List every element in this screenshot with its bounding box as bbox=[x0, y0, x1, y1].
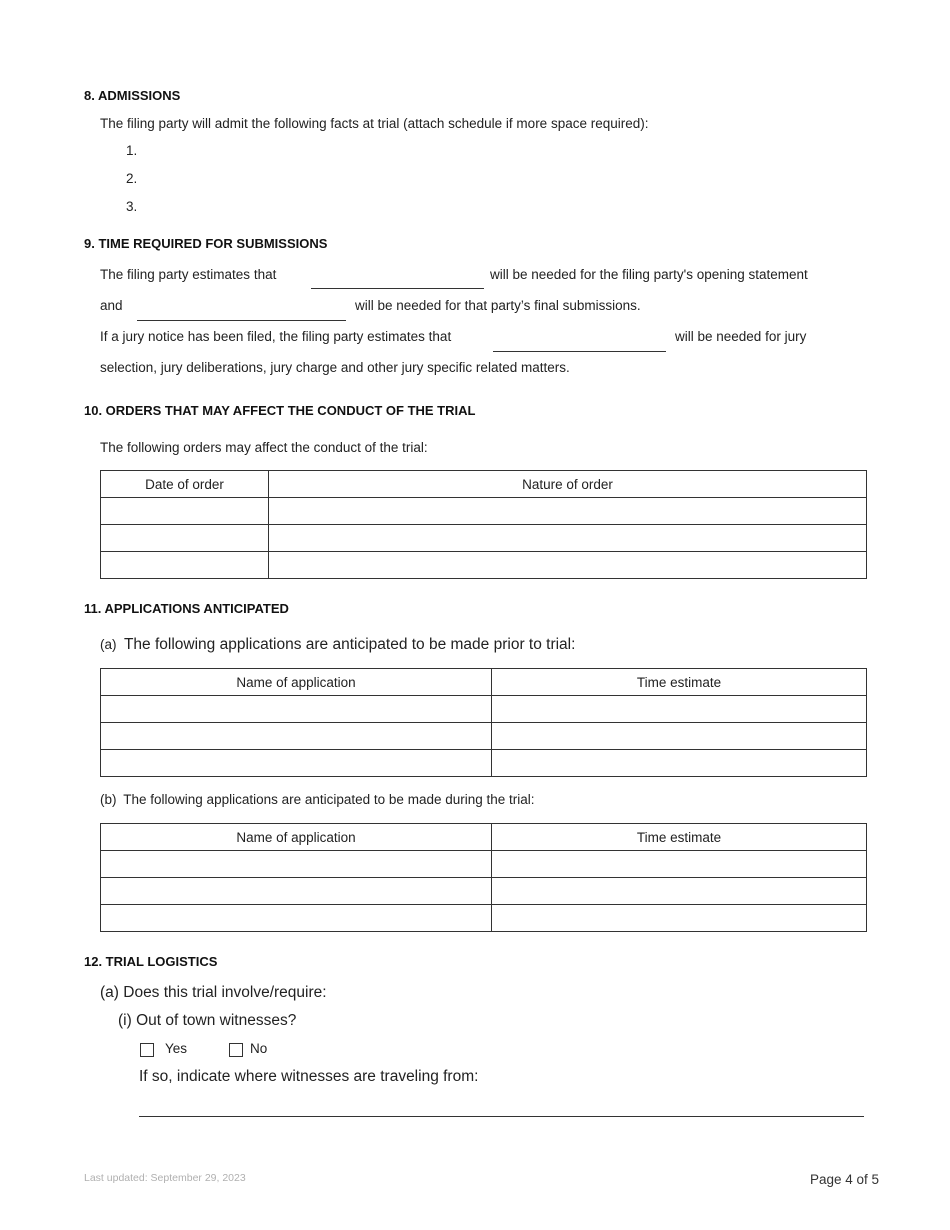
table-cell[interactable] bbox=[492, 905, 867, 932]
sub-a-line bbox=[100, 636, 575, 654]
sub-b-line bbox=[100, 792, 535, 807]
table-cell[interactable] bbox=[492, 723, 867, 750]
table-cell[interactable] bbox=[492, 696, 867, 723]
applications-during-table bbox=[100, 823, 867, 932]
table-cell[interactable] bbox=[101, 552, 269, 579]
no-label: No bbox=[250, 1041, 268, 1056]
column-header-nature: Nature of order bbox=[269, 471, 867, 498]
time-line1-post: will be needed for the filing party's opening statement bbox=[490, 267, 808, 282]
table-row bbox=[101, 552, 867, 579]
table-cell[interactable] bbox=[101, 851, 492, 878]
section-11-heading: 11. APPLICATIONS ANTICIPATED bbox=[84, 601, 289, 616]
section-10-intro: The following orders may affect the conduct of the trial: bbox=[100, 440, 428, 455]
yes-checkbox[interactable] bbox=[140, 1043, 154, 1057]
time-line3-post: will be needed for jury bbox=[675, 329, 807, 344]
if-so-text: If so, indicate where witnesses are traveling from: bbox=[139, 1068, 479, 1085]
table-cell[interactable] bbox=[269, 525, 867, 552]
section-9-heading: 9. TIME REQUIRED FOR SUBMISSIONS bbox=[84, 236, 328, 251]
table-cell[interactable] bbox=[101, 750, 492, 777]
applications-prior-table bbox=[100, 668, 867, 777]
table-row bbox=[101, 498, 867, 525]
time-line2-pre: and bbox=[100, 298, 123, 313]
table-row bbox=[101, 525, 867, 552]
page-number: Page 4 of 5 bbox=[810, 1172, 880, 1187]
table-row bbox=[101, 750, 867, 777]
admission-item-2: 2. bbox=[126, 171, 138, 186]
last-updated: Last updated: September 29, 2023 bbox=[84, 1172, 246, 1184]
column-header-time: Time estimate bbox=[492, 824, 867, 851]
sub-b-label: (b) bbox=[100, 792, 117, 807]
column-header-name: Name of application bbox=[101, 669, 492, 696]
table-header-row bbox=[101, 471, 867, 498]
no-checkbox[interactable] bbox=[229, 1043, 243, 1057]
admission-item-3: 3. bbox=[126, 199, 138, 214]
orders-table bbox=[100, 470, 867, 579]
section-12-heading: 12. TRIAL LOGISTICS bbox=[84, 954, 218, 969]
logistics-i-text: (i) Out of town witnesses? bbox=[118, 1012, 297, 1029]
table-row bbox=[101, 905, 867, 932]
column-header-time: Time estimate bbox=[492, 669, 867, 696]
table-cell[interactable] bbox=[492, 878, 867, 905]
table-cell[interactable] bbox=[101, 525, 269, 552]
sub-b-text: The following applications are anticipated to be made during the trial: bbox=[123, 792, 535, 807]
table-cell[interactable] bbox=[101, 498, 269, 525]
time-line3-pre: If a jury notice has been filed, the filing party estimates that bbox=[100, 329, 452, 344]
section-10-heading: 10. ORDERS THAT MAY AFFECT THE CONDUCT OF THE TRIAL bbox=[84, 403, 476, 418]
column-header-name: Name of application bbox=[101, 824, 492, 851]
table-row bbox=[101, 851, 867, 878]
table-header-row bbox=[101, 824, 867, 851]
table-cell[interactable] bbox=[101, 696, 492, 723]
section-8-heading: 8. ADMISSIONS bbox=[84, 88, 181, 103]
table-cell[interactable] bbox=[269, 498, 867, 525]
admission-item-1: 1. bbox=[126, 143, 138, 158]
sub-a-text: The following applications are anticipated to be made prior to trial: bbox=[123, 636, 576, 653]
final-submissions-time-field[interactable] bbox=[137, 320, 346, 321]
logistics-a-text: (a) Does this trial involve/require: bbox=[100, 984, 327, 1001]
opening-statement-time-field[interactable] bbox=[311, 288, 484, 289]
table-cell[interactable] bbox=[492, 851, 867, 878]
table-row bbox=[101, 878, 867, 905]
table-cell[interactable] bbox=[101, 905, 492, 932]
table-cell[interactable] bbox=[492, 750, 867, 777]
jury-time-field[interactable] bbox=[493, 351, 666, 352]
table-header-row bbox=[101, 669, 867, 696]
table-cell[interactable] bbox=[101, 723, 492, 750]
time-line4: selection, jury deliberations, jury charge and other jury specific related matters. bbox=[100, 360, 570, 375]
table-cell[interactable] bbox=[269, 552, 867, 579]
table-cell[interactable] bbox=[101, 878, 492, 905]
section-8-intro: The filing party will admit the following facts at trial (attach schedule if more space required): bbox=[100, 116, 649, 131]
yes-label: Yes bbox=[165, 1041, 188, 1056]
table-row bbox=[101, 723, 867, 750]
witness-origin-field[interactable] bbox=[139, 1116, 864, 1117]
table-row bbox=[101, 696, 867, 723]
column-header-date: Date of order bbox=[101, 471, 269, 498]
time-line2-post: will be needed for that party’s final submissions. bbox=[355, 298, 641, 313]
time-line1-pre: The filing party estimates that bbox=[100, 267, 277, 282]
sub-a-label: (a) bbox=[100, 637, 117, 652]
